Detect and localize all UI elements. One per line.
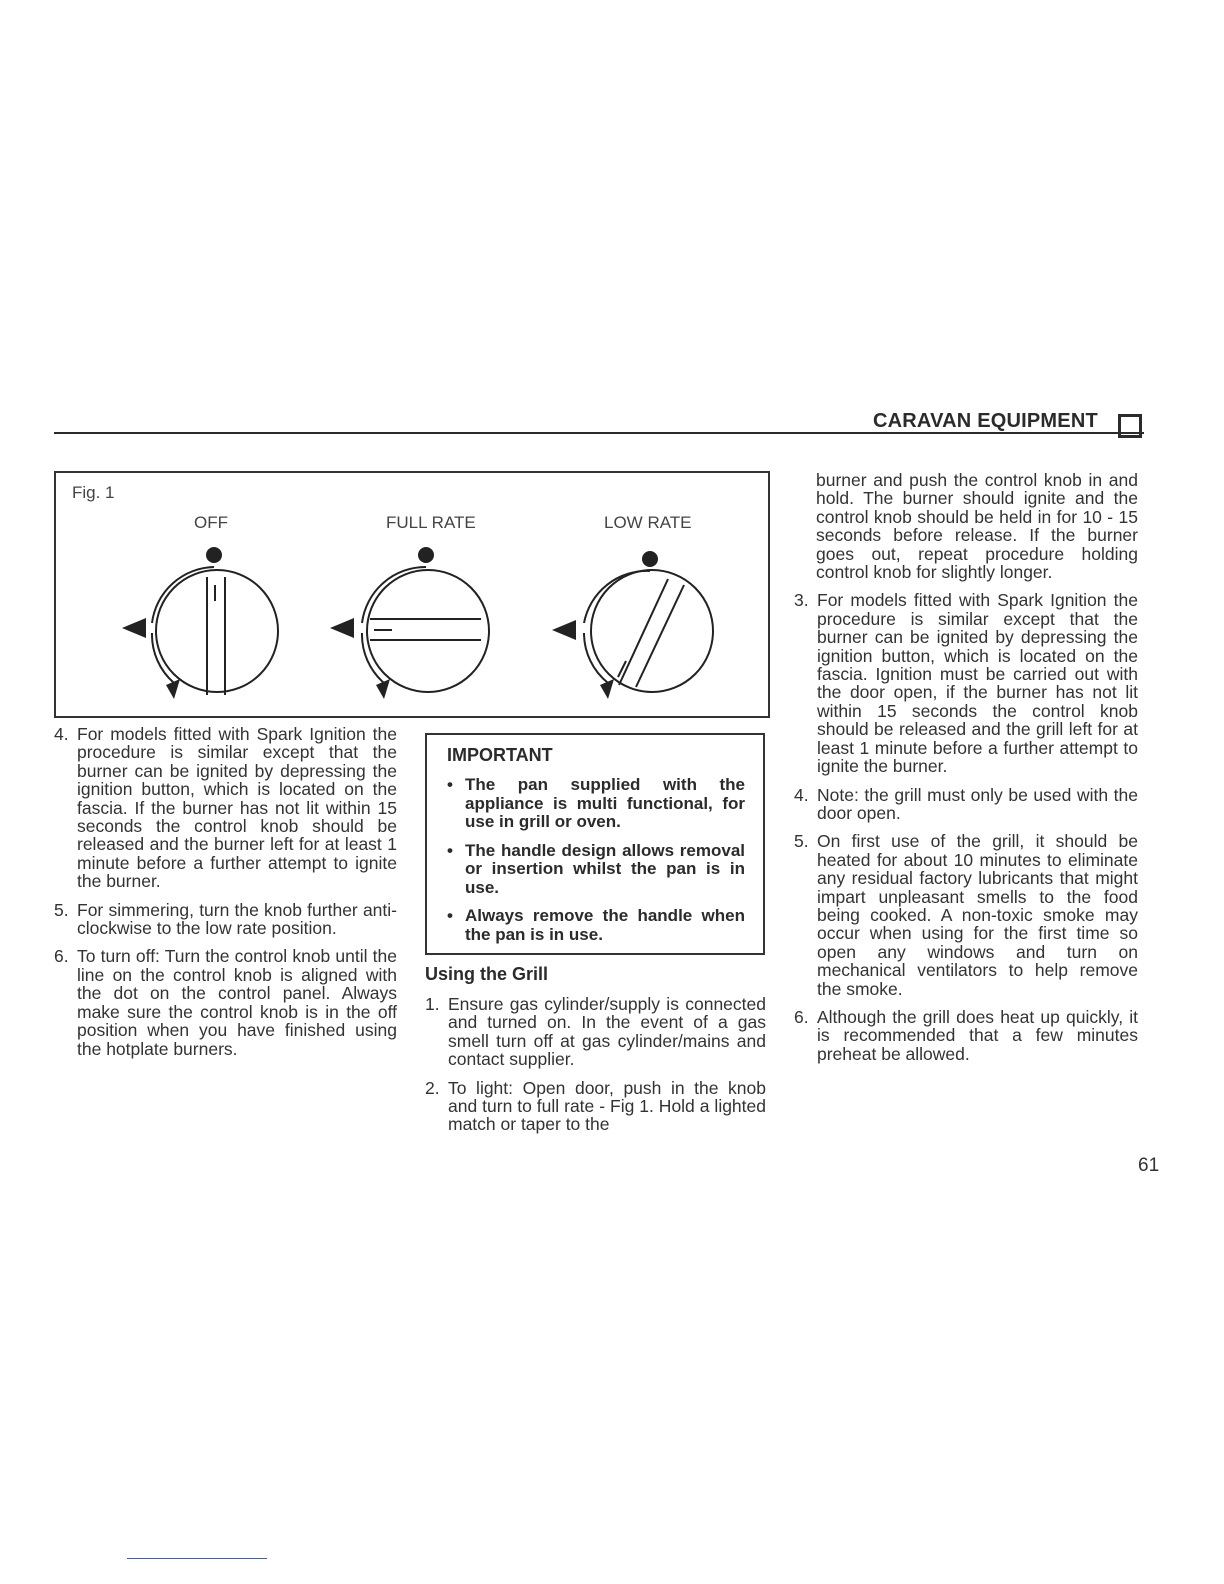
right-column [794,471,1138,1063]
continuation-paragraph: burner and push the control knob in and hold. The burner should ignite and the control knob should be held in for 10 - 15 seconds before release. If the burner goes out, repeat procedure holding control knob for slightly longer. [816,470,1138,583]
item-number: 2. [425,1077,440,1098]
important-bullet [447,842,745,898]
item-number: 5. [54,899,69,920]
list-item [794,786,1138,823]
bullet-icon: • [447,840,453,860]
knob-low-rate-icon [552,551,713,699]
list-item [425,995,766,1069]
item-text: Note: the grill must only be used with the door open. [817,784,1138,823]
knob-label-off: OFF [194,513,228,532]
item-number: 5. [794,831,809,852]
important-bullet [447,907,745,944]
item-text: For simmering, turn the knob further anti-clockwise to the low rate position. [77,899,397,939]
bullet-text: The handle design allows removal or insertion whilst the pan is in use. [465,840,745,897]
item-text: To turn off: Turn the control knob until the line on the control knob is aligned with the dot on the control panel. Always make sure the control knob is in the off position when you have finished using the hotplate burners. [77,946,397,1059]
item-number: 6. [54,946,69,967]
header-divider [54,432,1144,434]
list-item [54,725,397,891]
bullet-icon: • [447,906,453,925]
important-notice-box [425,733,765,955]
important-bullet [447,776,745,832]
item-number: 4. [794,784,809,805]
section-header-title: CARAVAN EQUIPMENT [873,410,1098,432]
knob-label-low-rate: LOW RATE [604,513,692,532]
list-item [794,1008,1138,1063]
item-text: On first use of the grill, it should be heated for about 10 minutes to eliminate any residual factory lubricants that might impart unpleasant smells to the food being cooked. A non-toxic smoke may occur when using for the first time so open any windows and turn on mechanical ventilators to help remove the smoke. [817,831,1138,999]
left-column [54,725,397,1058]
list-item [794,591,1138,775]
item-number: 3. [794,590,809,611]
footer-line [127,1558,267,1559]
knob-diagrams [56,473,768,716]
item-number: 1. [425,994,440,1014]
knob-label-full-rate: FULL RATE [386,513,476,532]
item-text: Ensure gas cylinder/supply is connected and turned on. In the event of a gas smell turn off at gas cylinder/mains and contact supplier. [448,994,766,1070]
item-text: To light: Open door, push in the knob and turn to full rate - Fig 1. Hold a lighted match or taper to the [448,1077,766,1135]
important-title: IMPORTANT [447,745,553,765]
item-text: For models fitted with Spark Ignition the procedure is similar except that the burner can be ignited by depressing the ignition button, which is located on the fascia. Ignition must be carried out with the door open, if the burner has not lit within 15 seconds the control knob should be released and the grill left for at least 1 minute before a further attempt to ignite the burner. [817,590,1138,777]
figure-label: Fig. 1 [72,483,115,502]
page-number: 61 [1138,1155,1160,1176]
middle-column [425,995,766,1134]
list-item [54,901,397,938]
bullet-text: Always remove the handle when the pan is in use. [465,906,745,944]
item-number: 6. [794,1006,809,1027]
knob-off-icon [122,547,278,699]
figure-1-control-knobs [54,471,770,718]
knob-full-rate-icon [330,547,489,699]
list-item [54,947,397,1057]
list-item [794,832,1138,998]
section-heading-using-the-grill: Using the Grill [425,964,549,984]
item-text: Although the grill does heat up quickly, it is recommended that a few minutes preheat be allowed. [817,1006,1138,1064]
checkbox-square-icon [1118,414,1142,438]
bullet-icon: • [447,775,453,794]
bullet-text: The pan supplied with the appliance is multi functional, for use in grill or oven. [465,775,745,831]
list-item [425,1079,766,1134]
item-text: For models fitted with Spark Ignition the procedure is similar except that the burner can be ignited by depressing the ignition button, which is located on the fascia. If the burner has not lit within 15 seconds the control knob should be released and the burner left for at least 1 minute before a further attempt to ignite the burner. [77,724,397,892]
item-number: 4. [54,724,69,744]
